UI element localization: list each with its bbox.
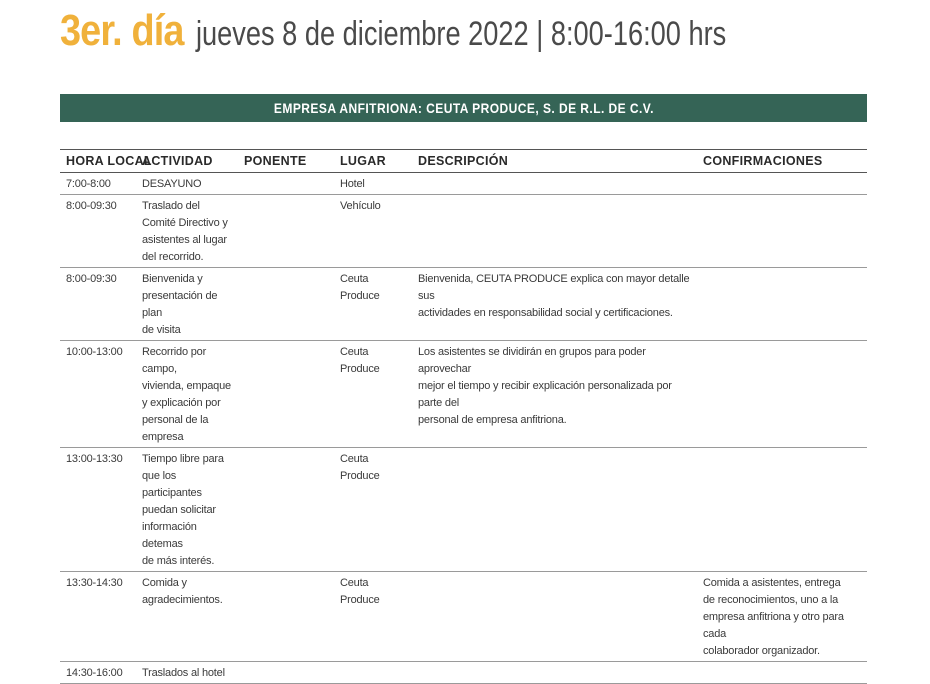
cell-lugar [334, 662, 412, 684]
cell-confirmaciones-line: colaborador organizador. [703, 645, 820, 657]
cell-lugar: Ceuta Produce [334, 268, 412, 341]
cell-actividad-line: puedan solicitar [142, 504, 216, 516]
cell-descripcion [412, 662, 697, 684]
cell-actividad-line: Traslado del [142, 200, 200, 212]
cell-actividad-line: y explicación por [142, 397, 221, 409]
table-row [60, 341, 867, 448]
cell-descripcion [412, 173, 697, 195]
cell-lugar: Ceuta Produce [334, 448, 412, 572]
date-label: jueves 8 de diciembre 2022 | 8:00-16:00 hrs [195, 15, 726, 53]
cell-actividad [136, 195, 238, 268]
table-header-row [60, 150, 867, 173]
host-company-banner [60, 94, 867, 122]
column-header-actividad: ACTIVIDAD [136, 150, 238, 173]
cell-descripcion [412, 341, 697, 448]
day-label: 3er. día [60, 6, 184, 55]
column-header-hora: HORA LOCAL [60, 150, 136, 173]
cell-actividad [136, 572, 238, 662]
cell-hora: 10:00-13:00 [60, 341, 136, 448]
host-company-text: EMPRESA ANFITRIONA: CEUTA PRODUCE, S. DE R.L. DE C.V. [273, 100, 654, 116]
cell-hora: 8:00-09:30 [60, 268, 136, 341]
cell-actividad-line: asistentes al lugar [142, 234, 227, 246]
cell-actividad [136, 448, 238, 572]
cell-descripcion [412, 572, 697, 662]
cell-descripcion-line: actividades en responsabilidad social y certificaciones. [418, 307, 673, 319]
cell-confirmaciones [697, 662, 867, 684]
table-row [60, 662, 867, 684]
cell-ponente [238, 572, 334, 662]
cell-descripcion-line: mejor el tiempo y recibir explicación personalizada por parte del [418, 380, 672, 409]
cell-confirmaciones [697, 572, 867, 662]
cell-descripcion-line: Bienvenida, CEUTA PRODUCE explica con mayor detalle sus [418, 273, 690, 302]
cell-ponente [238, 268, 334, 341]
table-row [60, 448, 867, 572]
table-row [60, 572, 867, 662]
cell-confirmaciones-line: empresa anfitriona y otro para cada [703, 611, 844, 640]
cell-actividad [136, 662, 238, 684]
cell-confirmaciones [697, 341, 867, 448]
cell-descripcion [412, 268, 697, 341]
cell-hora: 13:00-13:30 [60, 448, 136, 572]
cell-lugar: Vehículo [334, 195, 412, 268]
cell-actividad-line: personal de la [142, 414, 209, 426]
cell-confirmaciones-line: Comida a asistentes, entrega [703, 577, 841, 589]
column-header-descripcion: DESCRIPCIÓN [412, 150, 697, 173]
cell-actividad [136, 268, 238, 341]
table-row [60, 173, 867, 195]
cell-actividad-line: Comité Directivo y [142, 217, 228, 229]
cell-actividad-line: que los participantes [142, 470, 202, 499]
cell-descripcion-line: Los asistentes se dividirán en grupos para poder aprovechar [418, 346, 646, 375]
table-row [60, 268, 867, 341]
cell-confirmaciones [697, 173, 867, 195]
cell-actividad-line: Comida y [142, 577, 187, 589]
cell-ponente [238, 448, 334, 572]
cell-actividad-line: empresa [142, 431, 184, 443]
cell-hora: 8:00-09:30 [60, 195, 136, 268]
cell-actividad-line: Traslados al hotel [142, 667, 225, 679]
cell-confirmaciones-line: de reconocimientos, uno a la [703, 594, 839, 606]
cell-actividad-line: presentación de plan [142, 290, 218, 319]
cell-actividad [136, 341, 238, 448]
cell-ponente [238, 173, 334, 195]
cell-lugar: Hotel [334, 173, 412, 195]
page-title [60, 6, 858, 56]
agenda-table [60, 149, 867, 684]
cell-hora: 13:30-14:30 [60, 572, 136, 662]
cell-descripcion [412, 448, 697, 572]
cell-actividad-line: Recorrido por campo, [142, 346, 207, 375]
cell-actividad-line: Tiempo libre para [142, 453, 224, 465]
column-header-lugar: LUGAR [334, 150, 412, 173]
cell-actividad-line: del recorrido. [142, 251, 204, 263]
cell-actividad-line: vivienda, empaque [142, 380, 231, 392]
cell-confirmaciones [697, 268, 867, 341]
column-header-ponente: PONENTE [238, 150, 334, 173]
column-header-confirmaciones: CONFIRMACIONES [697, 150, 867, 173]
cell-ponente [238, 662, 334, 684]
cell-confirmaciones [697, 448, 867, 572]
cell-actividad-line: de visita [142, 324, 181, 336]
cell-lugar: Ceuta Produce [334, 572, 412, 662]
cell-ponente [238, 341, 334, 448]
cell-ponente [238, 195, 334, 268]
cell-actividad-line: Bienvenida y [142, 273, 203, 285]
cell-descripcion [412, 195, 697, 268]
cell-actividad-line: de más interés. [142, 555, 215, 567]
cell-actividad [136, 173, 238, 195]
table-row [60, 195, 867, 268]
cell-lugar: Ceuta Produce [334, 341, 412, 448]
cell-actividad-line: agradecimientos. [142, 594, 223, 606]
cell-hora: 7:00-8:00 [60, 173, 136, 195]
cell-actividad-line: DESAYUNO [142, 178, 202, 190]
cell-confirmaciones [697, 195, 867, 268]
cell-actividad-line: información detemas [142, 521, 197, 550]
cell-descripcion-line: personal de empresa anfitriona. [418, 414, 567, 426]
cell-hora: 14:30-16:00 [60, 662, 136, 684]
